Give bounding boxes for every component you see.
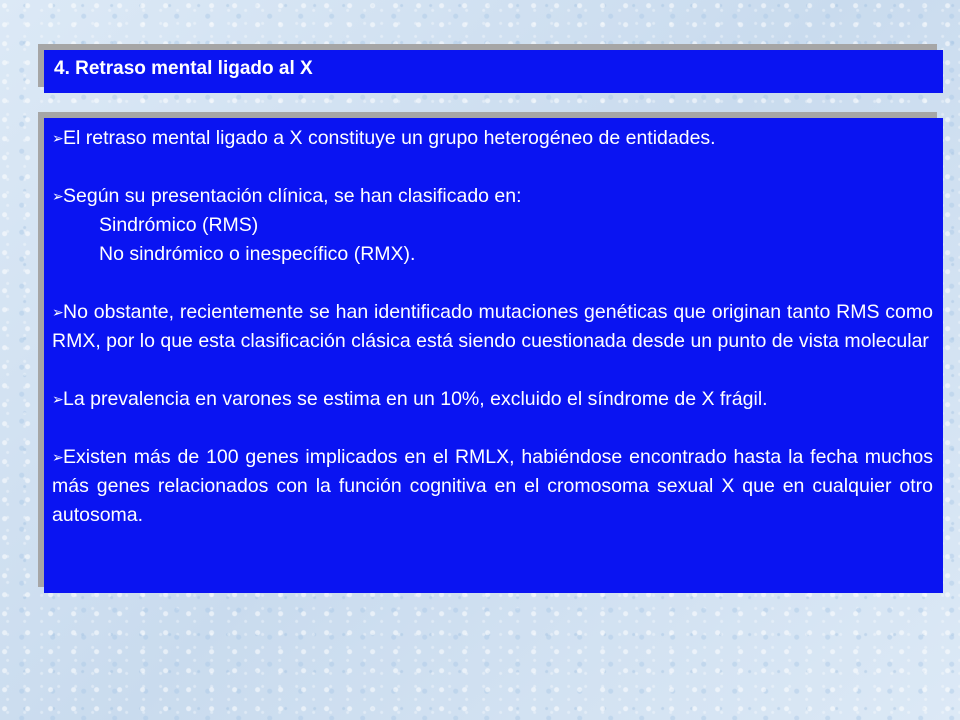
paragraph-gap <box>52 356 933 385</box>
arrow-bullet-icon: ➢ <box>52 130 64 146</box>
bullet-paragraph-4 <box>52 385 933 414</box>
paragraph-1-text: El retraso mental ligado a X constituye un grupo heterogéneo de entidades. <box>63 127 716 149</box>
paragraph-2-text: Según su presentación clínica, se han clasificado en: <box>63 185 522 207</box>
bullet-paragraph-2 <box>52 182 933 211</box>
paragraph-gap <box>52 414 933 443</box>
paragraph-gap <box>52 153 933 182</box>
paragraph-3-text: No obstante, recientemente se han identificado mutaciones genéticas que originan tanto RMS como RMX, por lo que esta clasificación clásica está siendo cuestionada desde un punto de vista molecular <box>52 301 933 352</box>
content-box <box>44 118 943 593</box>
paragraph-5-text: Existen más de 100 genes implicados en el RMLX, habiéndose encontrado hasta la fecha muchos más genes relacionados con la función cognitiva en el cromosoma sexual X que en cualquier otro autosoma. <box>52 446 933 526</box>
arrow-bullet-icon: ➢ <box>52 188 64 204</box>
arrow-bullet-icon: ➢ <box>52 304 64 320</box>
bullet-paragraph-3 <box>52 298 933 356</box>
arrow-bullet-icon: ➢ <box>52 391 64 407</box>
sub-item-1: Sindrómico (RMS) <box>99 214 259 236</box>
sub-item-2: No sindrómico o inespecífico (RMX). <box>99 243 416 265</box>
bullet-paragraph-1 <box>52 124 933 153</box>
arrow-bullet-icon: ➢ <box>52 449 64 465</box>
paragraph-gap <box>52 269 933 298</box>
slide-title: 4. Retraso mental ligado al X <box>54 58 313 79</box>
paragraph-4-text: La prevalencia en varones se estima en un 10%, excluido el síndrome de X frágil. <box>63 388 768 410</box>
bullet-paragraph-5 <box>52 443 933 530</box>
title-box <box>44 50 943 93</box>
